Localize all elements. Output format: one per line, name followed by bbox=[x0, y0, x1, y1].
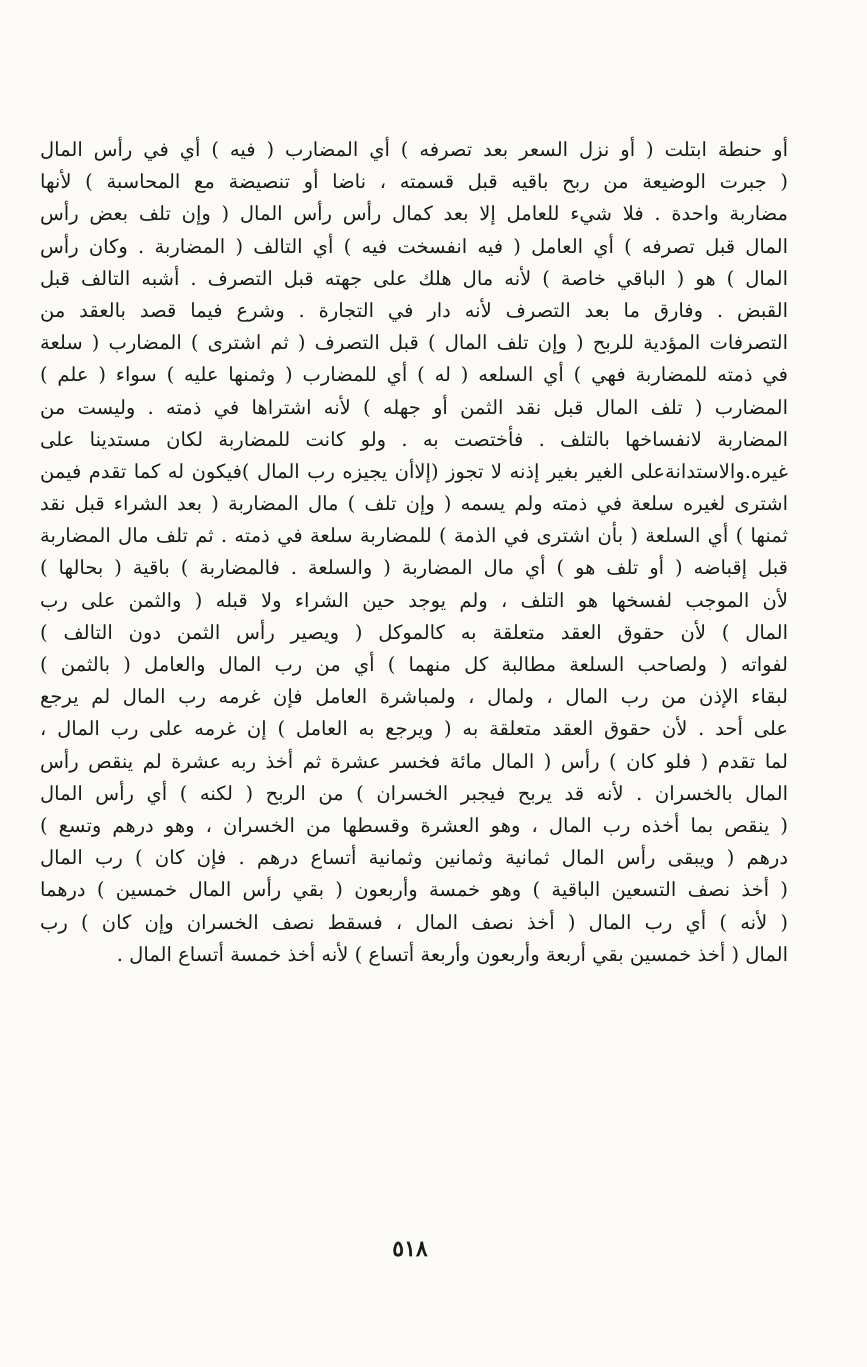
text-line: مضاربة واحدة . فلا شيء للعامل إلا بعد كمال رأس رأس المال ( وإن تلف بعض رأس bbox=[40, 202, 788, 226]
body-text bbox=[40, 134, 788, 971]
text-line: ( لأنه ) أي رب المال ( أخذ نصف المال ، فسقط نصف الخسران وإن كان ) رب bbox=[40, 910, 788, 934]
text-line: لفواته ( ولصاحب السلعة مطالبة كل منهما ) أي من رب المال والعامل ( بالثمن ) bbox=[40, 653, 788, 676]
text-line: المضاربة لانفساخها بالتلف . فأختصت به . ولو كانت للمضاربة لكان مستدينا على bbox=[40, 427, 788, 451]
text-line: اشترى لغيره سلعة في ذمته ولم يسمه ( وإن تلف ) مال المضاربة ( بعد الشراء قبل نقد bbox=[40, 492, 788, 516]
text-line: لبقاء الإذن من رب المال ، ولمال ، ولمباشرة العامل فإن غرمه رب المال لم يرجع bbox=[40, 685, 788, 709]
text-line: ( أخذ نصف التسعين الباقية ) وهو خمسة وأربعون ( بقي رأس المال خمسين ) درهما bbox=[40, 878, 788, 902]
text-line: المال بالخسران . لأنه قد يربح فيجبر الخسران ) من الربح ( لكنه ) أي رأس المال bbox=[40, 781, 788, 805]
text-line: أو حنطة ابتلت ( أو نزل السعر بعد تصرفه ) أي المضارب ( فيه ) أي في رأس المال bbox=[40, 138, 788, 161]
text-line: التصرفات المؤدية للربح ( وإن تلف المال ) قبل التصرف ( ثم اشترى ) المضارب ( سلعة bbox=[40, 331, 788, 355]
text-line: ( ينقص بما أخذه رب المال ، وهو العشرة وقسطها من الخسران ، وهو درهم وتسع ) bbox=[40, 813, 788, 837]
text-line: ثمنها ) أي السلعة ( بأن اشترى في الذمة ) للمضاربة سلعة في ذمته . ثم تلف مال المضاربة bbox=[40, 524, 788, 548]
text-line: المال قبل تصرفه ) أي العامل ( فيه انفسخت فيه ) أي التالف ( المضاربة . وكان رأس bbox=[40, 234, 788, 258]
text-line: المال ( أخذ خمسين بقي أربعة وأربعون وأربعة أتساع ) لأنه أخذ خمسة أتساع المال . bbox=[116, 942, 788, 966]
text-line: لما تقدم ( فلو كان ) رأس ( المال مائة فخسر عشرة ثم أخذ ربه عشرة لم ينقص رأس bbox=[40, 749, 788, 773]
text-line: في ذمته للمضاربة فهي ) أي السلعه ( له ) أي للمضارب ( وثمنها عليه ) سواء ( علم ) bbox=[40, 363, 788, 387]
text-line: ( جبرت الوضيعة من ربح باقيه قبل قسمته ، ناضا أو تنصيضة مع المحاسبة ) لأنها bbox=[40, 170, 788, 194]
page-number: ٥١٨ bbox=[392, 1236, 428, 1262]
text-line: المضارب ( تلف المال قبل نقد الثمن أو جهله ) لأنه اشتراها في ذمته . وليست من bbox=[40, 395, 788, 419]
text-line: قبل إقباضه ( أو تلف هو ) أي مال المضاربة ( والسلعة . فالمضاربة ) باقية ( بحالها ) bbox=[40, 556, 788, 580]
text-line: لأن الموجب لفسخها هو التلف ، ولم يوجد حين الشراء ولا قبله ( والثمن على رب bbox=[40, 588, 788, 612]
text-line: المال ) هو ( الباقي خاصة ) لأنه مال هلك على جهته قبل التصرف . أشبه التالف قبل bbox=[40, 266, 788, 290]
text-line: المال ) لأن حقوق العقد متعلقة به كالموكل ( ويصير رأس الثمن دون التالف ) bbox=[40, 620, 788, 644]
text-line: درهم ( ويبقى رأس المال ثمانية وثمانين وثمانية أتساع درهم . فإن كان ) رب المال bbox=[40, 846, 788, 870]
text-line: غيره.والاستدانةعلى الغير بغير إذنه لا تجوز (إلاأن يجيزه رب المال )فيكون له كما تقدم فيمن bbox=[40, 459, 788, 483]
text-line: على أحد . لأن حقوق العقد متعلقة به ( ويرجع به العامل ) إن غرمه على رب المال ، bbox=[40, 717, 788, 741]
text-line: القبض . وفارق ما بعد التصرف لأنه دار في التجارة . وشرع فيما قصد بالعقد من bbox=[40, 298, 788, 322]
